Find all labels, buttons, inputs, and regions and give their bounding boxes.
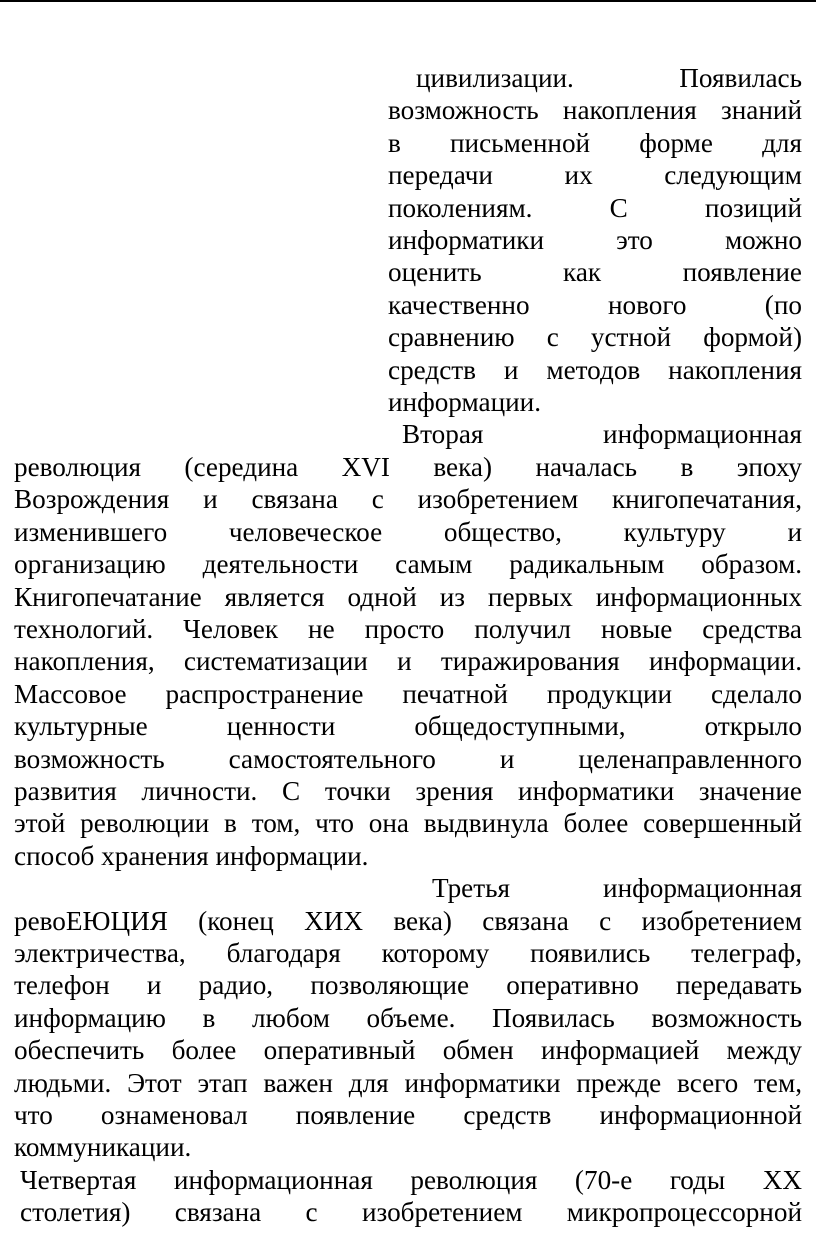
text-line: возможность накопления знаний <box>388 95 802 126</box>
text-line: поколениям. С позиций <box>388 192 802 223</box>
text-line: людьми. Этот этап важен для информатики прежде всего тем, <box>14 1067 802 1098</box>
text-line: возможность самостоятельного и целенаправленного <box>14 743 802 774</box>
text-line: этой революции в том, что она выдвинула более совершенный <box>14 808 802 839</box>
text-line: обеспечить более оперативный обмен информацией между <box>14 1035 802 1066</box>
text-line: оценить как появление <box>388 257 802 288</box>
text-line: Массовое распространение печатной продукции сделало <box>14 678 802 709</box>
text-line: передачи их следующим <box>388 160 802 191</box>
text-line: способ хранения информации. <box>14 840 369 871</box>
text-line: изменившего человеческое общество, культуру и <box>14 516 802 547</box>
text-line: развития личности. С точки зрения информатики значение <box>14 775 802 806</box>
text-line: Возрождения и связана с изобретением книгопечатания, <box>14 484 802 515</box>
document-body <box>14 62 802 1229</box>
text-line: средств и методов накопления <box>388 354 802 385</box>
paragraph-third-revolution <box>14 872 802 1164</box>
text-line: электричества, благодаря которому появились телеграф, <box>14 937 802 968</box>
text-line: качественно нового (по <box>388 289 802 320</box>
text-line: Четвертая информационная революция (70-е годы XX <box>20 1164 802 1195</box>
text-line: в письменной форме для <box>388 127 802 158</box>
text-line: цивилизации. Появилась <box>416 63 802 93</box>
text-line: ревоЕЮЦИЯ (конец ХИХ века) связана с изобретением <box>14 905 802 936</box>
text-line: информации. <box>388 387 542 418</box>
text-line: информацию в любом объеме. Появилась возможность <box>14 1002 802 1033</box>
text-line: что ознаменовал появление средств информационной <box>14 1100 802 1130</box>
text-line: организацию деятельности самым радикальным образом. <box>14 549 802 580</box>
text-line: Третья информационная <box>432 873 802 904</box>
text-line: Вторая информационная <box>402 419 802 450</box>
paragraph-fourth-revolution <box>14 1164 802 1229</box>
text-line: технологий. Человек не просто получил новые средства <box>14 613 802 644</box>
text-line: информатики это можно <box>388 225 802 256</box>
text-line: коммуникации. <box>14 1132 192 1163</box>
paragraph-second-revolution <box>14 418 802 872</box>
text-line: революция (середина XVI века) началась в эпоху <box>14 451 802 482</box>
text-line: сравнению с устной формой) <box>388 322 802 353</box>
text-line: культурные ценности общедоступными, открыло <box>14 711 802 742</box>
text-line: столетия) связана с изобретением микропроцессорной <box>20 1197 802 1228</box>
text-line: накопления, систематизации и тиражирования информации. <box>14 646 802 677</box>
text-line: телефон и радио, позволяющие оперативно передавать <box>14 970 802 1001</box>
top-border-line <box>0 0 816 2</box>
paragraph-first-civilization <box>388 62 802 418</box>
text-line: Книгопечатание является одной из первых информационных <box>14 581 802 612</box>
